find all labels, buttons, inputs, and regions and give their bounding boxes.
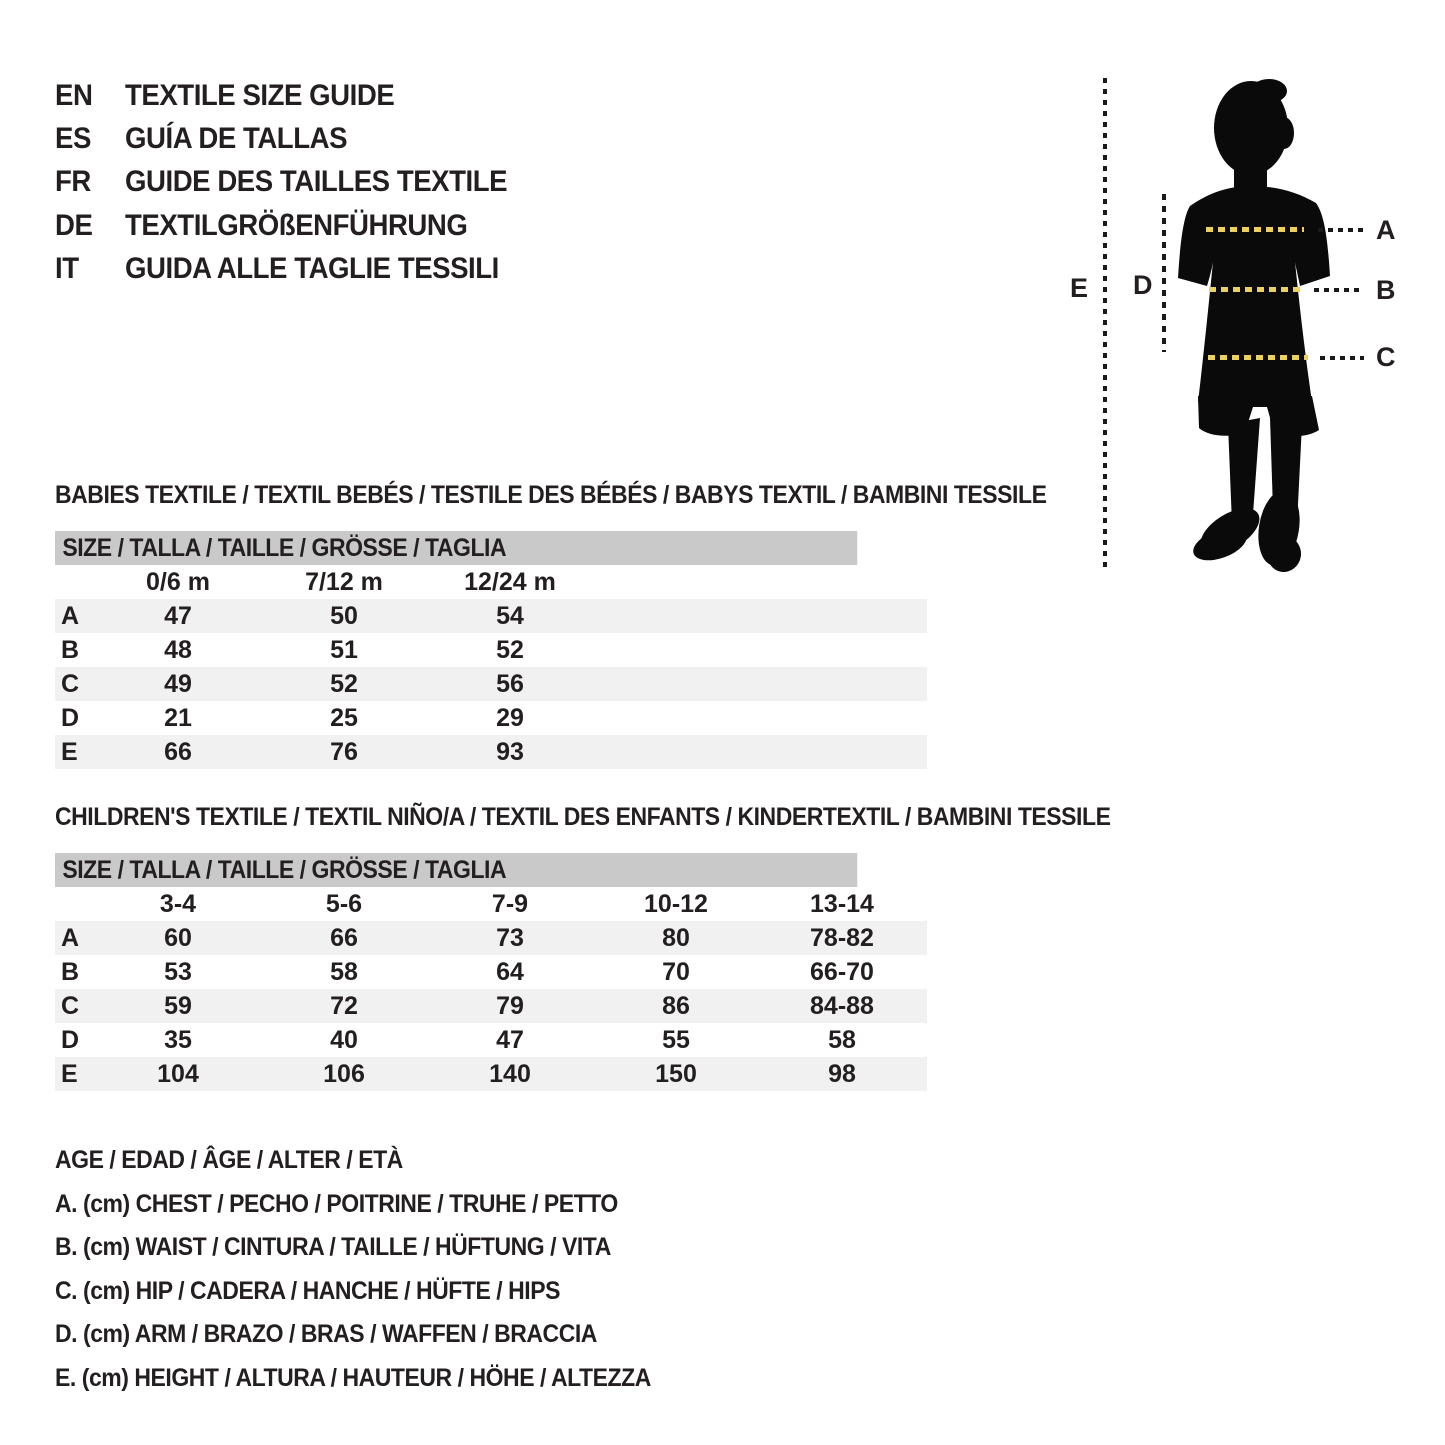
- guide-title: GUIDE DES TAILLES TEXTILE: [125, 165, 508, 199]
- lang-code: DE: [55, 208, 93, 242]
- value-cell: 76: [330, 738, 358, 766]
- column-header: 5-6: [325, 890, 363, 918]
- value-cell: 58: [828, 1026, 856, 1054]
- row-label: B: [61, 636, 80, 664]
- value-cell: 93: [496, 738, 524, 766]
- size-header-bar: SIZE / TALLA / TAILLE / GRÖSSE / TAGLIA: [55, 853, 857, 887]
- value-cell: 59: [164, 992, 192, 1020]
- table-row: [55, 921, 927, 955]
- table-row: [55, 1057, 927, 1091]
- value-cell: 140: [489, 1060, 531, 1088]
- table-row: [55, 989, 927, 1023]
- lang-code: FR: [55, 165, 91, 199]
- column-header-row: [55, 565, 927, 599]
- value-cell: 53: [164, 958, 192, 986]
- value-cell: 51: [330, 636, 358, 664]
- hip-leader-dots-c: [1320, 356, 1364, 360]
- value-cell: 64: [496, 958, 524, 986]
- babies-size-table: [55, 531, 927, 769]
- value-cell: 29: [496, 704, 524, 732]
- height-measure-line-e: [1103, 78, 1107, 568]
- arm-measure-line-d: [1162, 194, 1166, 352]
- column-header: 7-9: [491, 890, 529, 918]
- waist-dash-line-b: [1209, 287, 1301, 292]
- language-header: [55, 74, 540, 291]
- value-cell: 58: [330, 958, 358, 986]
- value-cell: 48: [164, 636, 192, 664]
- value-cell: 66: [164, 738, 192, 766]
- legend-arm: D. (cm) ARM / BRAZO / BRAS / WAFFEN / BRACCIA: [55, 1320, 597, 1349]
- table-row: [55, 633, 927, 667]
- value-cell: 55: [662, 1026, 690, 1054]
- row-label: C: [61, 670, 80, 698]
- measure-label-c: C: [1376, 342, 1396, 372]
- row-label: D: [61, 704, 80, 732]
- value-cell: 72: [330, 992, 358, 1020]
- row-label: E: [61, 1060, 78, 1088]
- column-header: 12/24 m: [464, 568, 556, 596]
- table-row: [55, 1023, 927, 1057]
- corner-cell: [55, 565, 95, 599]
- lang-row-en: [55, 74, 540, 117]
- value-cell: 40: [330, 1026, 358, 1054]
- row-label: A: [61, 602, 80, 630]
- column-header: 3-4: [159, 890, 197, 918]
- corner-cell: [55, 887, 95, 921]
- size-header-bar: SIZE / TALLA / TAILLE / GRÖSSE / TAGLIA: [55, 531, 857, 565]
- guide-title: TEXTILE SIZE GUIDE: [125, 78, 395, 112]
- chest-dash-line-a: [1206, 227, 1304, 232]
- table-row: [55, 599, 927, 633]
- column-header: 0/6 m: [146, 568, 210, 596]
- value-cell: 54: [496, 602, 524, 630]
- guide-title: GUÍA DE TALLAS: [125, 122, 348, 156]
- measure-label-b: B: [1376, 275, 1396, 305]
- lang-row-de: [55, 204, 540, 247]
- measure-label-a: A: [1376, 215, 1396, 245]
- value-cell: 52: [330, 670, 358, 698]
- lang-row-es: [55, 117, 540, 160]
- children-size-table: [55, 853, 927, 1091]
- value-cell: 52: [496, 636, 524, 664]
- table-row: [55, 955, 927, 989]
- legend-chest: A. (cm) CHEST / PECHO / POITRINE / TRUHE / PETTO: [55, 1189, 618, 1218]
- value-cell: 47: [496, 1026, 524, 1054]
- legend-height: E. (cm) HEIGHT / ALTURA / HAUTEUR / HÖHE / ALTEZZA: [55, 1363, 651, 1392]
- legend-waist: B. (cm) WAIST / CINTURA / TAILLE / HÜFTUNG / VITA: [55, 1233, 611, 1262]
- value-cell: 70: [662, 958, 690, 986]
- value-cell: 106: [323, 1060, 365, 1088]
- legend-age: AGE / EDAD / ÂGE / ALTER / ETÀ: [55, 1146, 403, 1175]
- value-cell: 80: [662, 924, 690, 952]
- column-header: 13-14: [810, 890, 874, 918]
- value-cell: 47: [164, 602, 192, 630]
- column-header: 10-12: [644, 890, 708, 918]
- value-cell: 35: [164, 1026, 192, 1054]
- value-cell: 21: [164, 704, 192, 732]
- legend-hip: C. (cm) HIP / CADERA / HANCHE / HÜFTE / HIPS: [55, 1276, 560, 1305]
- value-cell: 25: [330, 704, 358, 732]
- value-cell: 66-70: [810, 958, 874, 986]
- hip-dash-line-c: [1208, 355, 1308, 360]
- table-row: [55, 667, 927, 701]
- guide-title: GUIDA ALLE TAGLIE TESSILI: [125, 252, 499, 286]
- measurement-legend: [55, 1139, 703, 1400]
- lang-row-it: [55, 248, 540, 291]
- table-row: [55, 701, 927, 735]
- guide-title: TEXTILGRÖßENFÜHRUNG: [125, 208, 468, 242]
- waist-leader-dots-b: [1314, 288, 1362, 292]
- value-cell: 78-82: [810, 924, 874, 952]
- value-cell: 86: [662, 992, 690, 1020]
- table-row: [55, 735, 927, 769]
- row-label: D: [61, 1026, 80, 1054]
- row-label: B: [61, 958, 80, 986]
- children-section-title: CHILDREN'S TEXTILE / TEXTIL NIÑO/A / TEXTIL DES ENFANTS / KINDERTEXTIL / BAMBINI TESSILE: [55, 803, 1111, 831]
- row-label: E: [61, 738, 78, 766]
- measure-label-d: D: [1133, 270, 1153, 300]
- column-header: 7/12 m: [305, 568, 383, 596]
- row-label: C: [61, 992, 80, 1020]
- value-cell: 49: [164, 670, 192, 698]
- babies-section-title: BABIES TEXTILE / TEXTIL BEBÉS / TESTILE DES BÉBÉS / BABYS TEXTIL / BAMBINI TESSILE: [55, 481, 1047, 509]
- value-cell: 84-88: [810, 992, 874, 1020]
- lang-row-fr: [55, 161, 540, 204]
- measure-label-e: E: [1070, 273, 1089, 303]
- child-silhouette-icon: [1172, 76, 1340, 576]
- value-cell: 98: [828, 1060, 856, 1088]
- value-cell: 66: [330, 924, 358, 952]
- value-cell: 79: [496, 992, 524, 1020]
- lang-code: ES: [55, 122, 91, 156]
- value-cell: 60: [164, 924, 192, 952]
- value-cell: 56: [496, 670, 524, 698]
- column-header-row: [55, 887, 927, 921]
- value-cell: 104: [157, 1060, 199, 1088]
- value-cell: 73: [496, 924, 524, 952]
- row-label: A: [61, 924, 80, 952]
- value-cell: 150: [655, 1060, 697, 1088]
- lang-code: IT: [55, 252, 79, 286]
- chest-leader-dots-a: [1318, 228, 1364, 232]
- value-cell: 50: [330, 602, 358, 630]
- lang-code: EN: [55, 78, 93, 112]
